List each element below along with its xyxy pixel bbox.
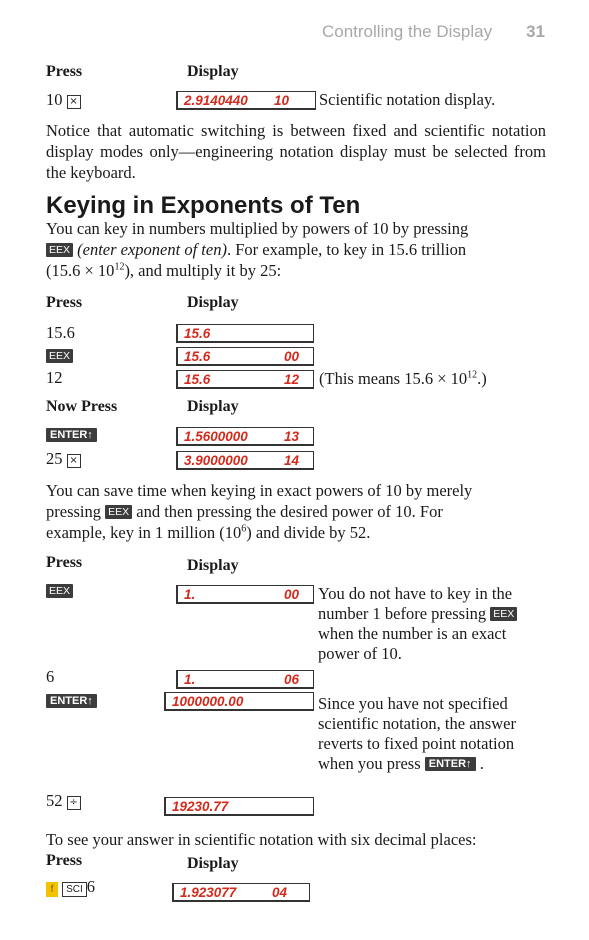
- press-entry: [46, 693, 97, 711]
- calculator-display: 1. 00: [176, 585, 314, 604]
- display-column-header: Display: [187, 557, 239, 574]
- calculator-display: 2.9140440 10: [176, 91, 316, 110]
- press-entry: 15.6: [46, 323, 75, 342]
- section-heading: Keying in Exponents of Ten: [46, 192, 361, 219]
- display-note: Since you have not specified scientific notation, the answer reverts to fixed point notation when you press ENTER↑ .: [318, 694, 516, 773]
- eex-key: EEX: [46, 243, 73, 257]
- paragraph: You can key in numbers multiplied by powers of 10 by pressing EEX (enter exponent of ten). For example, to key in 15.6 trillion $(15.6 \times 10^{12})$, and multiply it by 25:: [46, 219, 469, 280]
- display-column-header: Display: [187, 398, 239, 415]
- display-column-header: Display: [187, 294, 239, 311]
- calculator-display: 15.6 12: [176, 370, 314, 389]
- sci-key: SCI: [62, 882, 87, 897]
- calculator-display: 3.9000000 14: [176, 451, 314, 470]
- press-entry: [46, 583, 73, 601]
- press-column-header: Press: [46, 294, 83, 311]
- press-entry: 25 ×: [46, 449, 81, 469]
- divide-key: ÷: [67, 796, 81, 810]
- press-entry: 10 ×: [46, 90, 81, 110]
- multiply-key: ×: [67, 454, 81, 468]
- chapter-title: Controlling the Display: [321, 22, 493, 41]
- press-entry: 6: [46, 667, 55, 686]
- press-entry: 12: [46, 368, 63, 387]
- press-entry: [46, 348, 73, 366]
- press-column-header: Press: [46, 852, 83, 869]
- press-column-header: Press: [46, 554, 83, 571]
- press-entry: [46, 427, 97, 445]
- page-number: 31: [526, 22, 545, 41]
- enter-key: ENTER↑: [425, 757, 476, 771]
- eex-key: EEX: [105, 505, 132, 519]
- display-note: You do not have to key in the number 1 before pressing EEX when the number is an exact power of 10.: [318, 584, 548, 664]
- eex-key: EEX: [490, 607, 517, 621]
- press-entry: 52 ÷: [46, 791, 81, 811]
- multiply-key: ×: [67, 95, 81, 109]
- calculator-display: 1.923077 04: [172, 883, 310, 902]
- enter-key: ENTER↑: [46, 428, 97, 442]
- calculator-display: 15.6 00: [176, 347, 314, 366]
- enter-key: ENTER↑: [46, 694, 97, 708]
- paragraph: You can save time when keying in exact powers of 10 by merely pressing EEX and then pressing the desired power of 10. For example, key in 1 million $(10^6)$ and divide by 52.: [46, 481, 473, 542]
- press-column-header: Press: [46, 63, 83, 80]
- display-note: (This means $15.6 \times 10^{12}$.): [319, 369, 487, 388]
- page-header: [322, 22, 545, 42]
- paragraph: To see your answer in scientific notation with six decimal places:: [46, 830, 477, 849]
- display-column-header: Display: [187, 855, 239, 872]
- calculator-display: 19230.77: [164, 797, 314, 816]
- calculator-display: 1. 06: [176, 670, 314, 689]
- calculator-display: 15.6: [176, 324, 314, 343]
- display-note: Scientific notation display.: [319, 90, 496, 109]
- eex-key: EEX: [46, 584, 73, 598]
- paragraph: Notice that automatic switching is between fixed and scientific notation display modes only—engineering notation display must be selected from the keyboard.: [46, 121, 546, 182]
- press-column-header: Now Press: [46, 398, 118, 415]
- calculator-display: 1000000.00: [164, 692, 314, 711]
- calculator-display: 1.5600000 13: [176, 427, 314, 446]
- display-column-header: Display: [187, 63, 239, 80]
- eex-key: EEX: [46, 349, 73, 363]
- f-prefix-key: f: [46, 882, 58, 897]
- press-entry: f SCI 6: [46, 877, 95, 897]
